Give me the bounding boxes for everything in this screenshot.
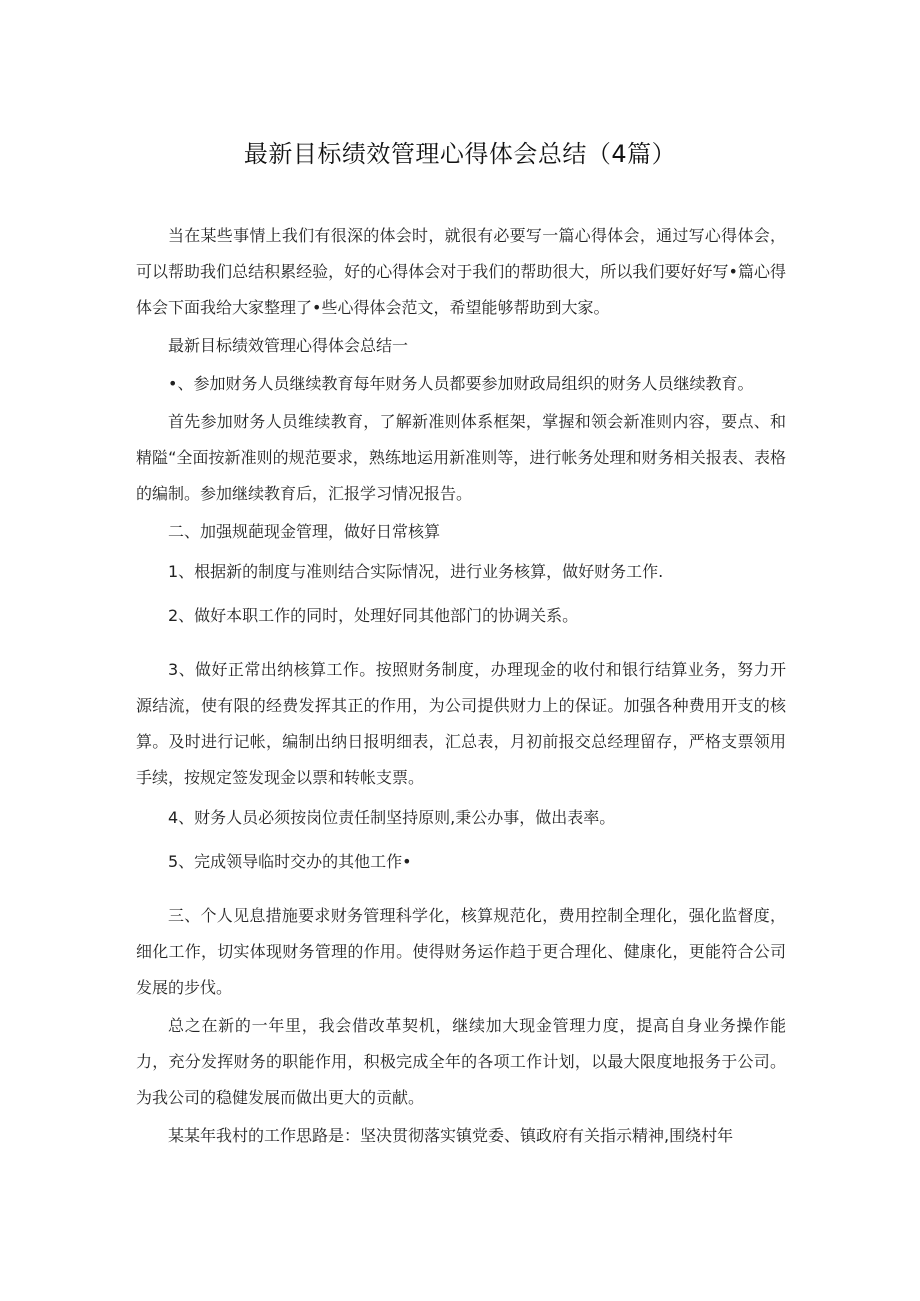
list-item: 2、做好本职工作的同时，处理好同其他部门的协调关系。: [168, 606, 579, 625]
document-title: 最新目标绩效管理心得体会总结（4篇）: [243, 140, 677, 168]
list-item: 5、完成领导临时交办的其他工作•: [168, 852, 412, 871]
section-heading: 最新目标绩效管理心得体会总结一: [168, 336, 409, 355]
body-paragraph: 总之在新的一年里，我会借改革契机，继续加大现金管理力度，提高自身业务操作能力，充分发挥财务的职能作用，积极完成全年的各项工作计划，以最大限度地报务于公司。为我公司的稳健发展而做出更大的贡献。: [136, 1016, 786, 1107]
list-item: 3、做好正常出纳核算工作。按照财务制度，办理现金的收付和银行结算业务，努力开源结流，使有限的经费发挥其正的作用，为公司提供财力上的保证。加强各种费用开支的核算。及时进行记帐，编制出纳日报明细表，汇总表，月初前报交总经理留存，严格支票领用手续，按规定签发现金以票和转帐支票。: [136, 660, 786, 787]
section-paragraph: 三、个人见息措施要求财务管理科学化，核算规范化，费用控制全理化，强化监督度，细化工作，切实体现财务管理的作用。使得财务运作趋于更合理化、健康化，更能符合公司发展的步伐。: [136, 906, 786, 997]
list-item: 4、财务人员必须按岗位责任制坚持原则,秉公办事，做出表率。: [168, 808, 616, 827]
section-heading: 二、加强规葩现金管理，做好日常核算: [168, 522, 441, 541]
body-paragraph: 首先参加财务人员维续教育，了解新准则体系框架，掌握和领会新准则内容，要点、和精隘“全面按新准则的规范要求，熟练地运用新准则等，进行帐务处理和财务相关报表、表格的编制。参加继续教育后，汇报学习情况报告。: [136, 412, 786, 503]
list-item: •、参加财务人员继续教育每年财务人员都要参加财政局组织的财务人员继续教育。: [168, 374, 754, 393]
document-body: [136, 218, 786, 1154]
list-item: 1、根据新的制度与准则结合实际情况，进行业务核算，做好财务工作.: [168, 562, 664, 581]
body-paragraph: 某某年我村的工作思路是：坚决贯彻落实镇党委、镇政府有关指示精神,围绕村年: [168, 1126, 734, 1145]
intro-paragraph: 当在某些事情上我们有很深的体会时，就很有必要写一篇心得体会，通过写心得体会，可以帮助我们总结积累经验，好的心得体会对于我们的帮助很大，所以我们要好好写•篇心得体会下面我给大家整理了•些心得体会范文，希望能够帮助到大家。: [136, 226, 786, 317]
